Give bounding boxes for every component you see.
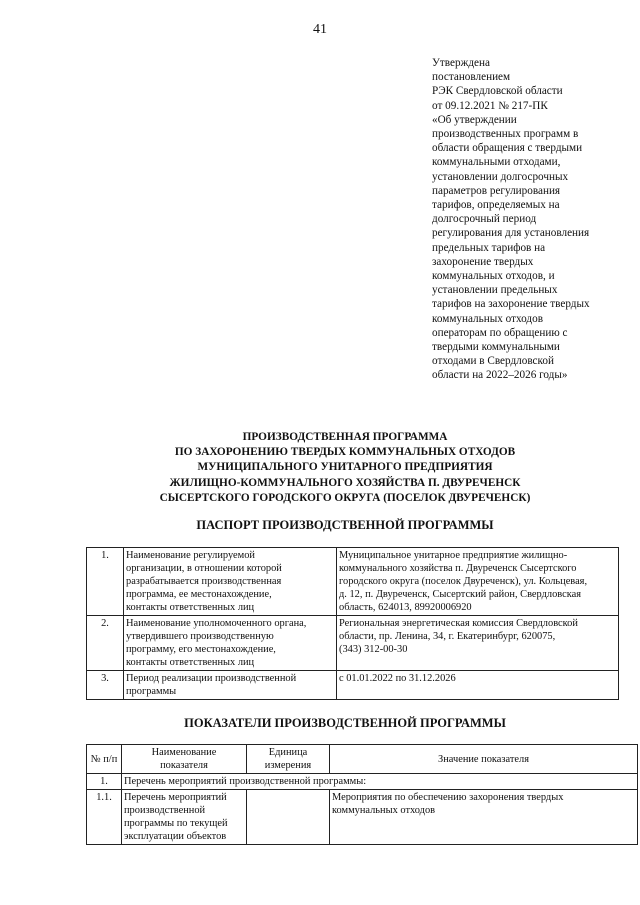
text-line: Единица	[268, 747, 308, 758]
approval-line: параметров регулирования	[432, 184, 561, 197]
approval-line: коммунальных отходов	[432, 312, 543, 325]
approval-line: от 09.12.2021 № 217-ПК	[432, 99, 548, 112]
page-number: 41	[313, 22, 327, 37]
header-value: Значение показателя	[330, 745, 638, 774]
row-name	[124, 548, 337, 616]
title-line: СЫСЕРТСКОГО ГОРОДСКОГО ОКРУГА (ПОСЕЛОК ДВУРЕЧЕНСК)	[159, 491, 531, 504]
passport-title: ПАСПОРТ ПРОИЗВОДСТВЕННОЙ ПРОГРАММЫ	[196, 518, 494, 532]
approval-line: твердыми коммунальными	[432, 341, 560, 354]
table-row	[87, 790, 638, 845]
text-line: программы	[126, 686, 177, 697]
table-row	[87, 774, 638, 790]
text-line: Наименование	[151, 747, 217, 758]
approval-line: операторам по обращению с	[432, 326, 568, 339]
approval-line: «Об утверждении	[432, 113, 517, 126]
title-line: МУНИЦИПАЛЬНОГО УНИТАРНОГО ПРЕДПРИЯТИЯ	[197, 461, 493, 474]
row-text: Перечень мероприятий производственной программы:	[122, 774, 638, 790]
indicators-title: ПОКАЗАТЕЛИ ПРОИЗВОДСТВЕННОЙ ПРОГРАММЫ	[184, 716, 506, 730]
table-header-row	[87, 745, 638, 774]
approval-block	[432, 56, 622, 383]
approval-line: долгосрочный период	[432, 213, 537, 226]
approval-line: области на 2022–2026 годы»	[432, 369, 568, 382]
row-name	[122, 790, 247, 845]
header-num: № п/п	[87, 745, 122, 774]
passport-table	[86, 547, 619, 700]
approval-line: области обращения с твердыми	[432, 142, 583, 155]
text-line: измерения	[264, 760, 312, 771]
table-row	[87, 548, 619, 616]
text-line: Перечень мероприятий	[124, 792, 227, 803]
text-line: городского округа (поселок Двуреченск), ул. Кольцевая,	[339, 576, 588, 587]
header-name	[122, 745, 247, 774]
text-line: контакты ответственных лиц	[126, 657, 255, 668]
approval-line: Утверждена	[432, 57, 490, 69]
approval-line: установлении предельных	[432, 284, 558, 297]
text-line: Региональная энергетическая комиссия Свердловской	[339, 618, 578, 629]
text-line: с 01.01.2022 по 31.12.2026	[339, 673, 456, 684]
approval-line: отходами в Свердловской	[432, 355, 554, 368]
row-number: 1.	[87, 548, 124, 616]
text-line: Наименование регулируемой	[126, 550, 255, 561]
title-line: ПРОИЗВОДСТВЕННАЯ ПРОГРАММА	[242, 431, 448, 443]
approval-line: тарифов на захоронение твердых	[432, 298, 590, 311]
text-line: показателя	[160, 760, 208, 771]
text-line: программы по текущей	[124, 818, 228, 829]
text-line: утвердившего производственную	[126, 631, 274, 642]
text-line: коммунальных отходов	[332, 805, 436, 816]
title-line: ЖИЛИЩНО-КОММУНАЛЬНОГО ХОЗЯЙСТВА П. ДВУРЕЧЕНСК	[169, 476, 521, 489]
row-number: 1.	[87, 774, 122, 790]
approval-line: регулирования для установления	[432, 227, 590, 240]
text-line: эксплуатации объектов	[124, 831, 227, 842]
approval-line: предельных тарифов на	[432, 241, 546, 254]
text-line: Наименование уполномоченного органа,	[126, 618, 307, 629]
row-unit	[247, 790, 330, 845]
text-line: Период реализации производственной	[126, 673, 297, 684]
approval-line: захоронение твердых	[432, 255, 534, 268]
title-line: ПО ЗАХОРОНЕНИЮ ТВЕРДЫХ КОММУНАЛЬНЫХ ОТХОДОВ	[174, 446, 516, 459]
text-line: Муниципальное унитарное предприятие жилищно-	[339, 550, 568, 561]
text-line: (343) 312-00-30	[339, 644, 408, 655]
approval-line: производственных программ в	[432, 128, 579, 141]
text-line: области, пр. Ленина, 34, г. Екатеринбург, 620075,	[339, 631, 556, 642]
row-number: 2.	[87, 616, 124, 671]
table-row	[87, 616, 619, 671]
approval-line: установлении долгосрочных	[432, 170, 569, 183]
text-line: программу, его местонахождение,	[126, 644, 276, 655]
approval-line: постановлением	[432, 71, 511, 84]
approval-line: коммунальных отходов, и	[432, 270, 555, 283]
row-value	[330, 790, 638, 845]
program-title	[60, 430, 630, 506]
text-line: коммунального хозяйства п. Двуреченск Сысертского	[339, 563, 577, 574]
approval-line: РЭК Свердловской области	[432, 85, 563, 98]
row-name	[124, 671, 337, 700]
row-value	[337, 671, 619, 700]
header-unit	[247, 745, 330, 774]
row-name	[124, 616, 337, 671]
text-line: организации, в отношении которой	[126, 563, 282, 574]
row-value	[337, 616, 619, 671]
text-line: производственной	[124, 805, 206, 816]
indicators-table	[86, 744, 638, 845]
text-line: область, 624013, 89920006920	[339, 602, 472, 613]
text-line: контакты ответственных лиц	[126, 602, 255, 613]
row-number: 1.1.	[87, 790, 122, 845]
text-line: разрабатывается производственная	[126, 576, 282, 587]
approval-line: коммунальными отходами,	[432, 156, 561, 169]
text-line: д. 12, п. Двуреченск, Сысертский район, Свердловская	[339, 589, 581, 600]
approval-line: тарифов, определяемых на	[432, 199, 560, 212]
text-line: программа, ее местонахождение,	[126, 589, 272, 600]
row-number: 3.	[87, 671, 124, 700]
text-line: Мероприятия по обеспечению захоронения твердых	[332, 792, 564, 803]
row-value	[337, 548, 619, 616]
table-row	[87, 671, 619, 700]
